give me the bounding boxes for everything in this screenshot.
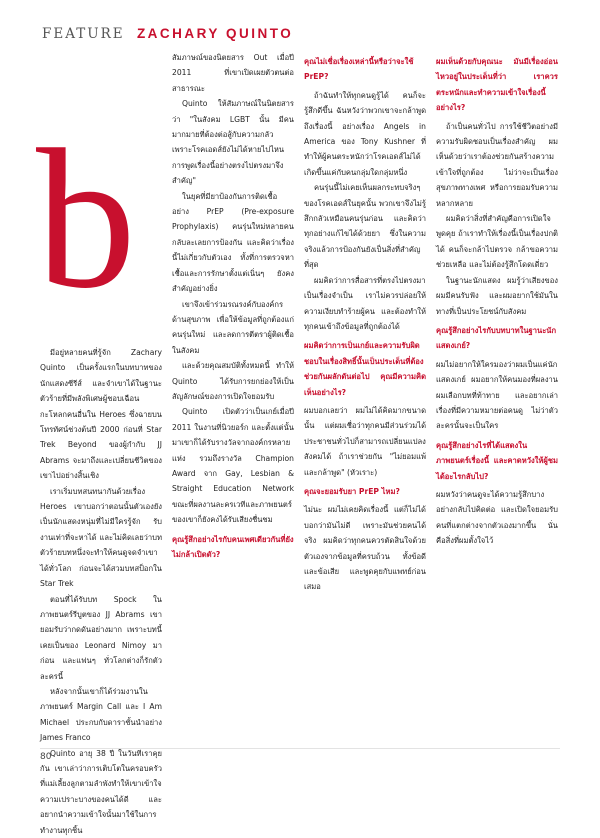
body-paragraph: ผมคิดว่าการสื่อสารที่ตรงไปตรงมาเป็นเรื่องจำเป็น เราไม่ควรปล่อยให้ความเงียบทำร้ายผู้คน และต้องทำให้ทุกคนเข้าถึงข้อมูลที่ถูกต้องได้ <box>304 275 426 331</box>
article-column-3 <box>304 50 426 743</box>
body-paragraph: เราเริ่มบทสนทนากันด้วยเรื่อง Heroes เขาบอกว่าตอนนั้นตัวเองยังเป็นนักแสดงหนุ่มที่ไม่มีใครรู้จัก รับงานเท่าที่จะหาได้ และไม่คิดเลยว่าบทตัวร้ายบทหนึ่งจะทำให้คนดูจดจำเขาได้ทั่วโลก ก่อนจะได้สวมบทสป็อกใน Star Trek <box>40 486 162 589</box>
body-paragraph: ในฐานะนักแสดง ผมรู้ว่าเสียงของผมมีคนรับฟัง และผมอยากใช้มันในทางที่เป็นประโยชน์กับสังคม <box>436 275 558 316</box>
body-paragraph: ผมหวังว่าคนดูจะได้ความรู้สึกบางอย่างกลับไปคิดต่อ และเปิดใจยอมรับคนที่แตกต่างจากตัวเองมากขึ้น นั่นคือสิ่งที่ผมตั้งใจไว้ <box>436 489 558 546</box>
body-paragraph: Quinto เปิดตัวว่าเป็นเกย์เมื่อปี 2011 ในงานที่นิวยอร์ก และตั้งแต่นั้นมาเขาก็ได้รับรางวัลจากองค์กรหลายแห่ง รวมถึงรางวัล Champion Award จาก Gay, Lesbian & Straight Education Network ขณะที่ผลงานละครเวทีและภาพยนตร์ของเขาก็ยังคงได้รับเสียงชื่นชม <box>172 407 294 525</box>
interview-question: คุณรู้สึกอย่างไรที่ได้แสดงในภาพยนตร์เรื่องนี้ และคาดหวังให้ผู้ชมได้อะไรกลับไป? <box>436 440 558 481</box>
body-paragraph: ถ้าเป็นคนทั่วไป การใช้ชีวิตอย่างมีความรับผิดชอบเป็นเรื่องสำคัญ ผมเห็นด้วยว่าเราต้องช่วยกันสร้างความเข้าใจที่ถูกต้อง ไม่ว่าจะเป็นเรื่องสุขภาพทางเพศ หรือการยอมรับความหลากหลาย <box>436 121 558 208</box>
section-label: FEATURE <box>42 26 125 42</box>
body-paragraph: และด้วยคุณสมบัติทั้งหมดนี้ ทำให้ Quinto ได้รับการยกย่องให้เป็นสัญลักษณ์ของการเปิดใจยอมรับ <box>172 361 294 401</box>
article-column-2 <box>172 50 294 743</box>
body-paragraph: คนรุ่นนี้ไม่เคยเห็นผลกระทบจริงๆ ของโรคเอดส์ในยุคนั้น พวกเขาจึงไม่รู้สึกกลัวเหมือนคนรุ่นก่อน และคิดว่าทุกอย่างแก้ไขได้ด้วยยา ซึ่งในความจริงแล้วการป้องกันยังเป็นสิ่งที่สำคัญที่สุด <box>304 183 426 270</box>
subject-name: ZACHARY QUINTO <box>136 26 294 41</box>
body-paragraph: ผมคิดว่าสิ่งที่สำคัญคือการเปิดใจพูดคุย ถ้าเราทำให้เรื่องนี้เป็นเรื่องปกติได้ คนก็จะกล้าไปตรวจ กล้าขอความช่วยเหลือ และไม่ต้องรู้สึกโดดเดี่ยว <box>436 214 558 270</box>
body-paragraph: เขาจึงเข้าร่วมรณรงค์กับองค์กรด้านสุขภาพ เพื่อให้ข้อมูลที่ถูกต้องแก่คนรุ่นใหม่ และลดการตีตราผู้ติดเชื้อในสังคม <box>172 299 294 355</box>
interview-question: คุณไม่เชื่อเรื่องเหล่านี้หรือว่าจะใช้ PrEP? <box>304 57 414 82</box>
interview-question: คุณรู้สึกอย่างไรกับคนเพศเดียวกันที่ยังไม่กล้าเปิดตัว? <box>172 534 294 559</box>
interview-question: คุณจะยอมรับยา PrEP ไหม? <box>304 486 400 496</box>
body-paragraph: หลังจากนั้นเขาก็ได้ร่วมงานในภาพยนตร์ Margin Call และ I Am Michael ประกบกับดาราชั้นนำอย่าง James Franco <box>40 686 162 743</box>
body-paragraph: ผมไม่อยากให้ใครมองว่าผมเป็นแค่นักแสดงเกย์ ผมอยากให้คนมองที่ผลงาน ผมเลือกบทที่ท้าทาย และอยากเล่าเรื่องที่มีความหมายต่อคนดู ไม่ว่าตัวละครนั้นจะเป็นใคร <box>436 359 558 431</box>
body-paragraph: สัมภาษณ์ของนิตยสาร Out เมื่อปี 2011 ที่เขาเปิดเผยตัวตนต่อสาธารณะ <box>172 53 294 93</box>
interview-question: คุณรู้สึกอย่างไรกับบทบาทในฐานะนักแสดงเกย์? <box>436 325 557 351</box>
page-number: 80 <box>40 752 52 762</box>
body-paragraph: Quinto ให้สัมภาษณ์ในนิตยสาร ว่า "ในสังคม LGBT นั้น มีคนมากมายที่ต้องต่อสู้กับความกลัว เพราะโรคเอดส์ยังไม่ได้หายไปไหน การพูดเรื่องนี้อย่างตรงไปตรงมาจึงสำคัญ" <box>172 99 294 186</box>
interview-question: ผมเห็นด้วยกับคุณนะ มันมีเรื่องอ่อนไหวอยู่ในประเด็นที่ว่า เราควรตระหนักและทำความเข้าใจเรื่องนี้อย่างไร? <box>436 57 558 113</box>
body-paragraph: Quinto อายุ 38 ปี ในวันที่เราคุยกัน เขาเล่าว่าการเติบโตในครอบครัวที่แม่เลี้ยงลูกตามลำพังทำให้เขาเข้าใจความเปราะบางของคนได้ดี และอยากนำความเข้าใจนั้นมาใช้ในการทำงานทุกชิ้น <box>40 748 162 835</box>
interview-question: ผมคิดว่าการเป็นเกย์และความรับผิดชอบในเรื่องสิทธิ์นั้นเป็นประเด็นที่ต้องช่วยกันผลักดันต่อไป คุณมีความคิดเห็นอย่างไร? <box>304 341 426 397</box>
footer-rule <box>40 748 560 749</box>
body-paragraph: ในยุคที่มียาป้องกันการติดเชื้ออย่าง PrEP (Pre-exposure Prophylaxis) คนรุ่นใหม่หลายคนกลับละเลยการป้องกัน และคิดว่าเรื่องนี้ไม่เกี่ยวกับตัวเอง ทั้งที่การตรวจหาเชื้อและการรักษาตั้งแต่เนิ่นๆ ยังคงสำคัญอย่างยิ่ง <box>172 191 294 294</box>
body-paragraph: ไม่นะ ผมไม่เคยคิดเรื่องนี้ แต่ก็ไม่ได้บอกว่ามันไม่ดี เพราะมันช่วยคนได้จริง ผมคิดว่าทุกคนควรตัดสินใจด้วยตัวเองจากข้อมูลที่ครบถ้วน ทั้งข้อดีและข้อเสีย และพูดคุยกับแพทย์ก่อนเสมอ <box>304 505 426 592</box>
body-paragraph: ผมบอกเลยว่า ผมไม่ได้คิดมากขนาดนั้น แต่ผมเชื่อว่าทุกคนมีส่วนร่วมได้ ประชาชนทั่วไปก็สามารถเปลี่ยนแปลงสังคมได้ ถ้าเราช่วยกัน "ไม่ยอมแพ้ และกล้าพูด" (หัวเราะ) <box>304 405 426 477</box>
article-column-4 <box>436 50 558 743</box>
body-paragraph: ถ้าฉันทำให้ทุกคนดูรู้ได้ คนก็จะรู้สึกดีขึ้น ฉันหวังว่าพวกเขาจะกล้าพูดถึงเรื่องนี้ อย่างเรื่อง Angels in America ของ Tony Kushner ที่ทำให้ผู้คนตระหนักว่าโรคเอดส์ไม่ได้เกิดขึ้นแค่กับคนกลุ่มใดกลุ่มหนึ่ง <box>304 90 426 177</box>
body-paragraph: มีอยู่หลายคนที่รู้จัก Zachary Quinto เป็นครั้งแรกในบทบาทของนักแสดงซีรีส์ และจำเขาได้ในฐานะตัวร้ายที่มีพลังพิเศษผู้ชอบเฉือนกะโหลกคนอื่นใน Heroes ซึ่งฉายบนโทรทัศน์ช่วงต้นปี 2000 ก่อนที่ Star Trek Beyond ของผู้กำกับ JJ Abrams จะมาถึงและเปลี่ยนชีวิตของเขาไปอย่างสิ้นเชิง <box>40 348 162 481</box>
body-paragraph: ตอนที่ได้รับบท Spock ในภาพยนตร์รีบูตของ JJ Abrams เขายอมรับว่ากดดันอย่างมาก เพราะบทนี้เคยเป็นของ Leonard Nimoy มาก่อน และแฟนๆ ทั่วโลกต่างก็รักตัวละครนี้ <box>40 594 162 681</box>
drop-cap-letter: b <box>36 109 136 330</box>
section-header <box>42 26 293 46</box>
